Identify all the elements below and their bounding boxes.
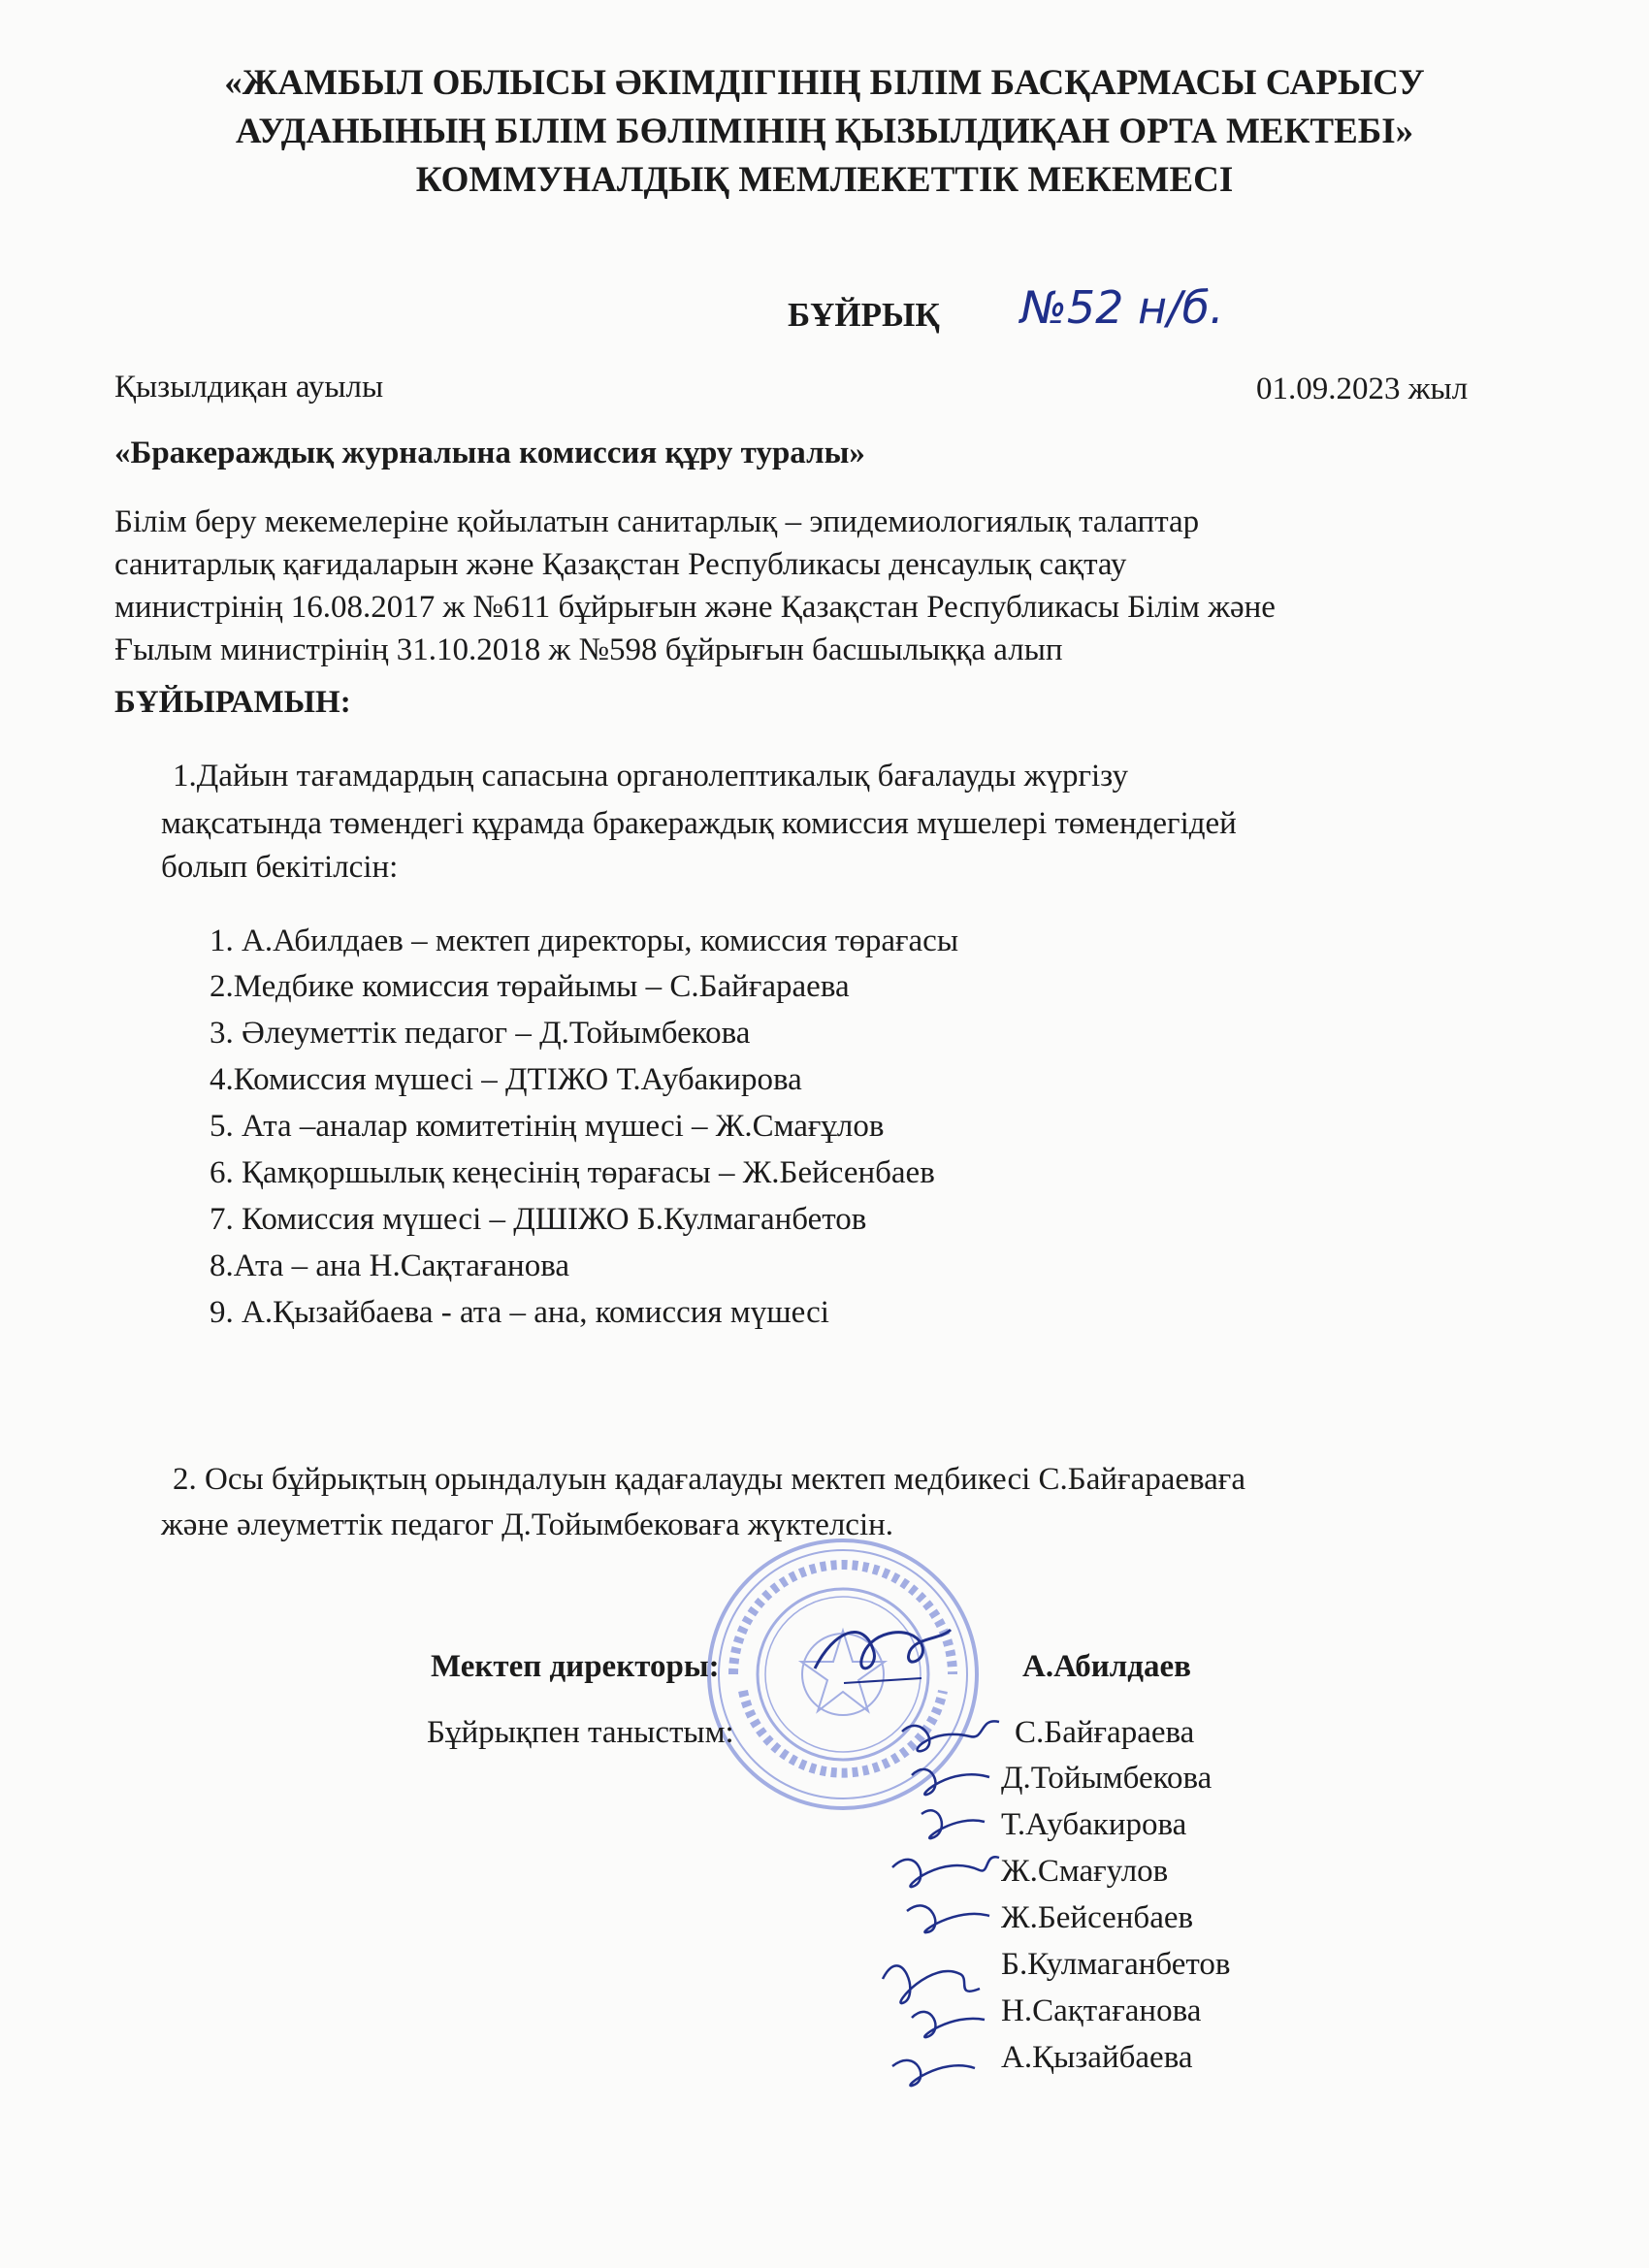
order-number-handwritten: №52 н/б. bbox=[1020, 281, 1224, 334]
member-item: 2.Медбике комиссия төрайымы – С.Байғараева bbox=[210, 969, 850, 1004]
org-header-line-3: КОММУНАЛДЫҚ МЕМЛЕКЕТТІК МЕКЕМЕСІ bbox=[415, 160, 1234, 200]
member-item: 4.Комиссия мүшесі – ДТІЖО Т.Аубакирова bbox=[210, 1062, 802, 1097]
place: Қызылдиқан ауылы bbox=[114, 370, 384, 405]
preamble-line-4: Ғылым министрінің 31.10.2018 ж №598 бұйрығын басшылыққа алып bbox=[114, 632, 1063, 667]
director-name: А.Абилдаев bbox=[1022, 1649, 1191, 1684]
member-item: 5. Ата –аналар комитетінің мүшесі – Ж.Смағұлов bbox=[210, 1109, 885, 1144]
org-header-line-2: АУДАНЫНЫҢ БІЛІМ БӨЛІМІНІҢ ҚЫЗЫЛДИҚАН ОРТА МЕКТЕБІ» bbox=[235, 112, 1414, 151]
preamble-line-2: санитарлық қағидаларын және Қазақстан Республикасы денсаулық сақтау bbox=[114, 547, 1127, 582]
acquainted-name: Т.Аубакирова bbox=[1001, 1807, 1187, 1842]
member-item: 8.Ата – ана Н.Сақтағанова bbox=[210, 1248, 569, 1283]
org-header-line-1: «ЖАМБЫЛ ОБЛЫСЫ ӘКІМДІГІНІҢ БІЛІМ БАСҚАРМАСЫ САРЫСУ bbox=[224, 63, 1425, 103]
point1-line-2: мақсатында төмендегі құрамда бракераждық комиссия мүшелері төмендегідей bbox=[161, 806, 1237, 841]
acquainted-name: Б.Кулмаганбетов bbox=[1001, 1947, 1231, 1982]
order-date: 01.09.2023 жыл bbox=[1256, 372, 1469, 406]
member-item: 1. А.Абилдаев – мектеп директоры, комиссия төрағасы bbox=[210, 923, 959, 958]
preamble-line-3: министрінің 16.08.2017 ж №611 бұйрығын және Қазақстан Республикасы Білім және bbox=[114, 590, 1276, 625]
acquainted-signatures bbox=[863, 1707, 1009, 2095]
acquainted-name: Н.Сақтағанова bbox=[1001, 1993, 1202, 2028]
order-subject: «Бракераждық журналына комиссия құру туралы» bbox=[114, 436, 865, 470]
member-item: 6. Қамқоршылық кеңесінің төрағасы – Ж.Бейсенбаев bbox=[210, 1155, 935, 1190]
preamble-line-1: Білім беру мекемелеріне қойылатын санитарлық – эпидемиологиялық талаптар bbox=[114, 504, 1200, 539]
directive-heading: БҰЙЫРАМЫН: bbox=[114, 685, 351, 720]
member-item: 3. Әлеуметтік педагог – Д.Тойымбекова bbox=[210, 1016, 751, 1051]
order-title: БҰЙРЫҚ bbox=[788, 296, 940, 334]
point1-line-1: 1.Дайын тағамдардың сапасына органолептикалық бағалауды жүргізу bbox=[173, 759, 1128, 794]
point2-line-1: 2. Осы бұйрықтың орындалуын қадағалауды мектеп медбикесі С.Байғараеваға bbox=[173, 1462, 1245, 1497]
acquainted-name: Ж.Смағулов bbox=[1001, 1854, 1169, 1889]
acquainted-name: Д.Тойымбекова bbox=[1001, 1761, 1212, 1796]
member-item: 7. Комиссия мүшесі – ДШІЖО Б.Кулмаганбетов bbox=[210, 1202, 867, 1237]
member-item: 9. А.Қызайбаева - ата – ана, комиссия мүшесі bbox=[210, 1295, 829, 1330]
point2-line-2: және әлеуметтік педагог Д.Тойымбековаға жүктелсін. bbox=[161, 1507, 894, 1542]
signature-role: Мектеп директоры: bbox=[431, 1649, 720, 1684]
acquainted-name: С.Байғараева bbox=[1015, 1715, 1195, 1750]
acquainted-label: Бұйрықпен таныстым: bbox=[427, 1715, 734, 1750]
point1-line-3: болып бекітілсін: bbox=[161, 850, 399, 885]
acquainted-name: Ж.Бейсенбаев bbox=[1001, 1900, 1194, 1935]
acquainted-name: А.Қызайбаева bbox=[1001, 2040, 1193, 2075]
director-signature bbox=[805, 1610, 960, 1698]
